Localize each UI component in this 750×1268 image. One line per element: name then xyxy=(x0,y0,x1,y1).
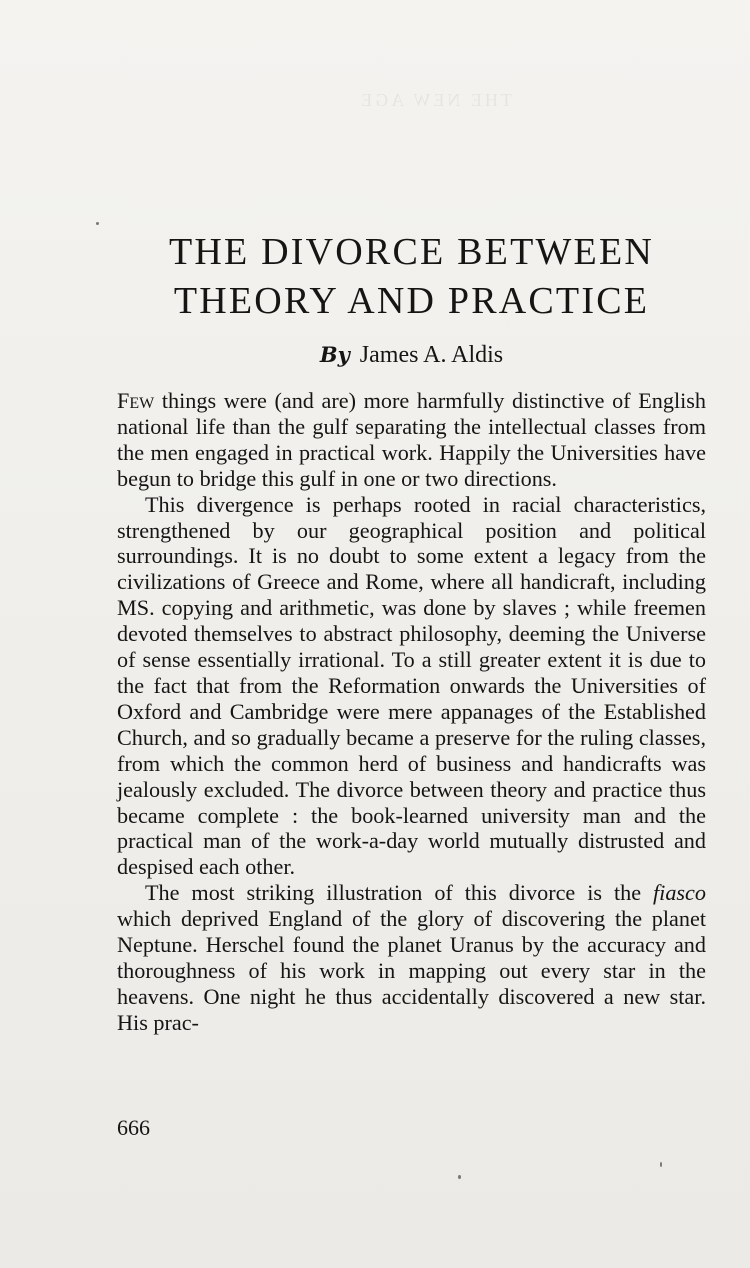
article xyxy=(117,228,706,1036)
page-number: 666 xyxy=(117,1115,150,1140)
paper-speck xyxy=(660,1162,662,1167)
reverse-running-head: THE NEW AGE xyxy=(358,90,512,110)
article-body xyxy=(117,388,706,1036)
byline xyxy=(117,340,706,370)
paragraph-3-italic: fiasco xyxy=(653,880,706,906)
paragraph-2: This divergence is perhaps rooted in racial characteristics, strengthened by our geographical position and political surroundings. It is no doubt to some extent a legacy from the civilizations of Greece and Rome, where all handicraft, including MS. copying and arithmetic, was done by slaves ; while freemen devoted themselves to abstract philosophy, deeming the Universe of sense essentially irrational. To a still greater extent it is due to the fact that from the Reformation onwards the Universities of Oxford and Cambridge were mere appanages of the Established Church, and so gradually became a preserve for the ruling classes, from which the common herd of business and handicrafts was jealously excluded. The divorce between theory and practice thus became complete : the book-learned university man and the practical man of the work-a-day world mutually distrusted and despised each other. xyxy=(117,491,706,880)
paragraph-3 xyxy=(117,880,706,1035)
byline-by: By xyxy=(319,342,350,367)
title-line-1: THE DIVORCE BETWEEN xyxy=(168,231,655,273)
title-line-2: THEORY AND PRACTICE xyxy=(173,280,650,322)
paragraph-1 xyxy=(117,388,706,492)
paragraph-1-lead: Few xyxy=(117,388,155,413)
article-title xyxy=(117,228,706,326)
reverse-page-show-through xyxy=(175,88,695,129)
paper-speck xyxy=(96,222,99,225)
paragraph-1-text: things were (and are) more harmfully distinctive of English national life than the gulf separating the intellectual classes from the men engaged in practical work. Happily the Universities have begun to bridge this gulf in one or two directions. xyxy=(117,388,706,491)
author-name: James A. Aldis xyxy=(359,342,504,368)
paragraph-3-text-after: which deprived England of the glory of discovering the planet Neptune. Herschel found the planet Uranus by the accuracy and thoroughness of his work in mapping out every star in the heavens. One night he thus accidentally discovered a new star. His prac- xyxy=(117,906,706,1035)
paragraph-3-text-before: The most striking illustration of this divorce is the xyxy=(145,880,653,906)
paper-speck xyxy=(458,1175,461,1179)
